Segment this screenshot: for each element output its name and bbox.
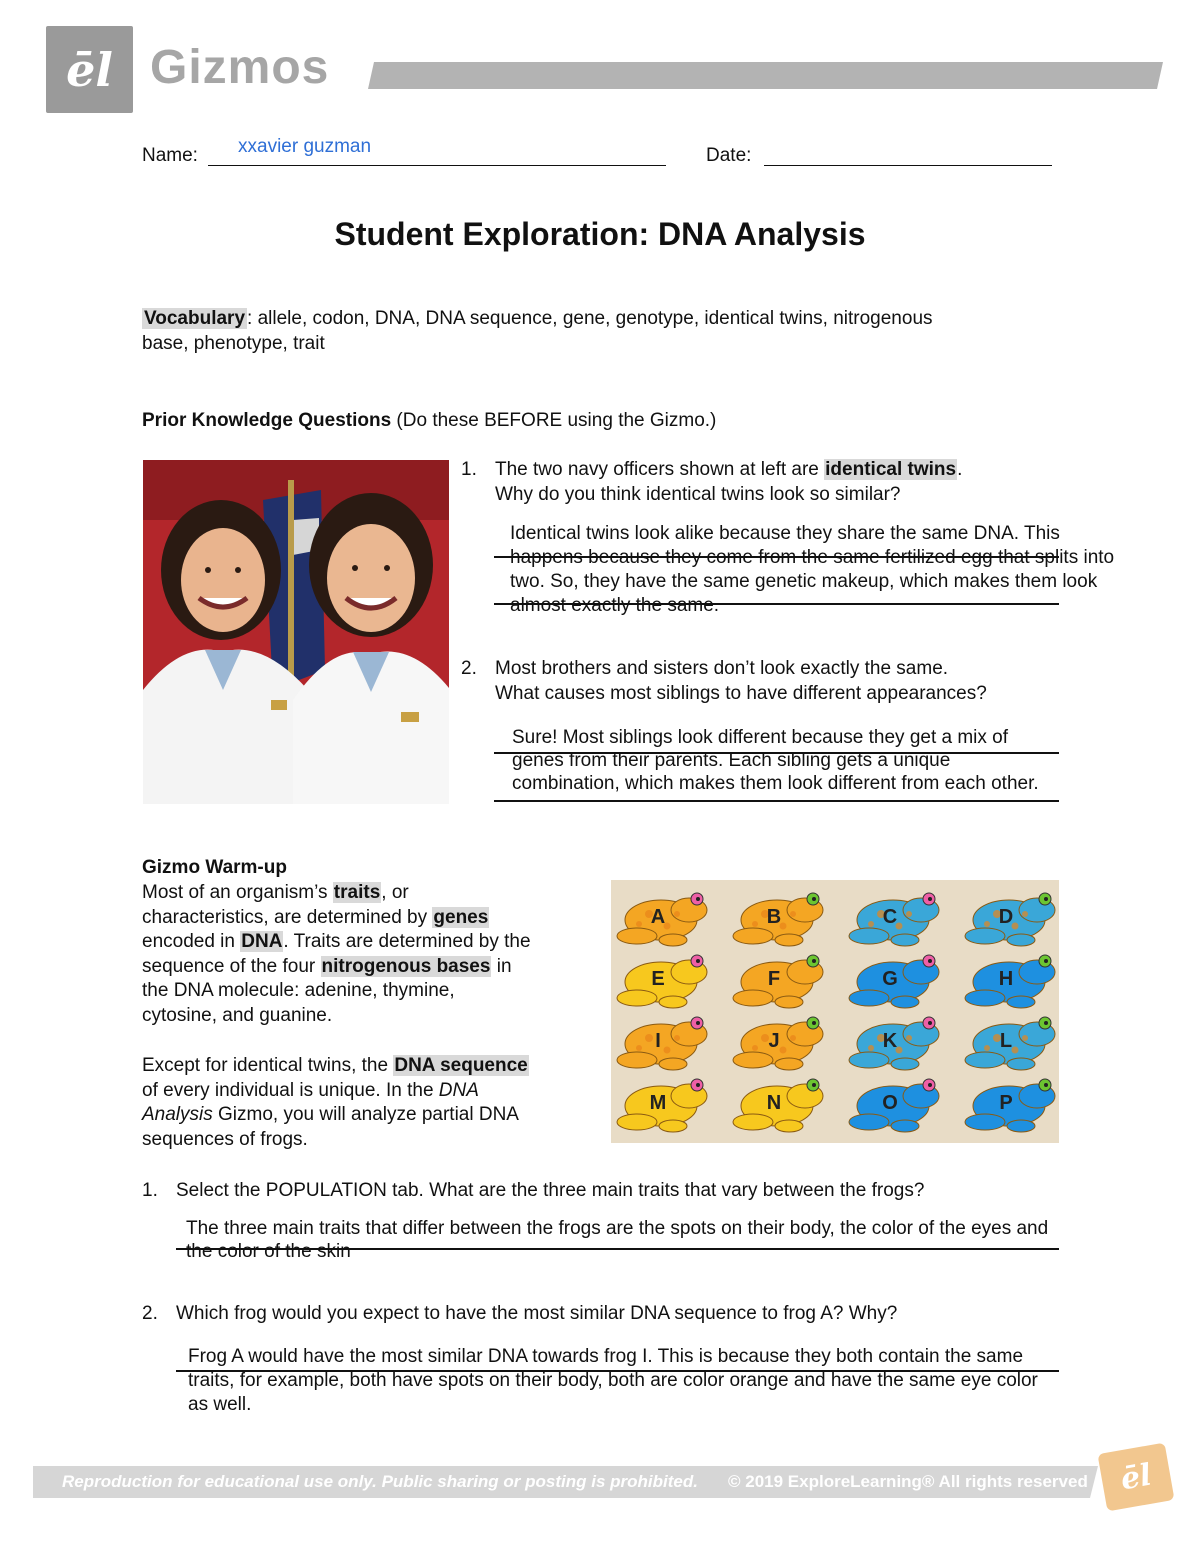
footer-copyright: © 2019 ExploreLearning® All rights reserved — [728, 1472, 1088, 1491]
logo-mark: ēl — [66, 42, 113, 97]
frog-p — [963, 1074, 1063, 1134]
paragraph-text: cytosine, and guanine. — [142, 1004, 333, 1026]
warmup-q2-number: 2. — [142, 1303, 158, 1324]
frog-j — [731, 1012, 831, 1072]
name-label: Name: — [142, 145, 198, 166]
footer-disclaimer: Reproduction for educational use only. Public sharing or posting is prohibited. — [62, 1472, 698, 1491]
page-title: Student Exploration: DNA Analysis — [334, 216, 866, 252]
prior-q2-answer-1: Sure! Most siblings look different because they get a mix of — [512, 727, 1009, 748]
prior-q1-line-1: The two navy officers shown at left are identical twins. — [495, 459, 963, 480]
prior-q2-line-2: What causes most siblings to have different appearances? — [495, 683, 987, 704]
frog-f — [731, 950, 831, 1010]
frog-e — [615, 950, 715, 1010]
prior-q1-answer-3: two. So, they have the same genetic makeup, which makes them look — [510, 571, 1098, 592]
paragraph-text: Except for identical twins, the — [142, 1055, 394, 1076]
gizmo-name: DNA — [438, 1079, 479, 1101]
warmup-paragraph-1 — [142, 881, 602, 1028]
name-field[interactable]: xxavier guzman — [238, 136, 372, 157]
prior-q1-line-2: Why do you think identical twins look so similar? — [495, 484, 901, 505]
paragraph-text: of every individual is unique. In the — [142, 1079, 439, 1101]
paragraph-text: characteristics, are determined by — [142, 906, 433, 928]
date-field[interactable] — [764, 165, 1052, 166]
gizmo-name: Analysis — [142, 1104, 213, 1125]
frog-m — [615, 1074, 715, 1134]
vocabulary-line-1: Vocabulary : allele, codon, DNA, DNA sequence, gene, genotype, identical twins, nitrogenous — [144, 308, 933, 329]
frog-letter: O — [882, 1092, 898, 1114]
footer-logo-mark: ēl — [1117, 1457, 1155, 1497]
frog-letter: F — [767, 968, 781, 990]
frog-letter: L — [999, 1030, 1013, 1052]
frog-c — [847, 888, 947, 948]
answer-line — [494, 752, 1059, 754]
frog-g — [847, 950, 947, 1010]
prior-q2-answer-3: combination, which makes them look different from each other. — [512, 773, 1039, 794]
frog-letter: E — [651, 968, 665, 990]
frog-letter: C — [882, 906, 898, 928]
vocab-term: genes — [433, 906, 489, 928]
frog-letter: P — [999, 1092, 1013, 1114]
warmup-q1-answer-2: the color of the skin — [186, 1241, 351, 1262]
frog-letter: D — [998, 906, 1014, 928]
answer-line — [494, 556, 1059, 558]
prior-q1-answer-4: almost exactly the same. — [510, 595, 720, 616]
frog-letter: M — [649, 1092, 667, 1114]
paragraph-text: Most of an organism’s — [142, 882, 333, 903]
frog-population-panel — [611, 880, 1059, 1143]
prior-q1-answer-1: Identical twins look alike because they share the same DNA. This — [510, 523, 1060, 544]
frog-letter: G — [882, 968, 898, 990]
warmup-q2-answer-3: as well. — [188, 1394, 252, 1415]
vocab-term: DNA sequence — [394, 1055, 528, 1076]
frog-n — [731, 1074, 831, 1134]
prior-q2-answer-2: genes from their parents. Each sibling gets a unique — [512, 750, 951, 771]
answer-line — [494, 603, 1059, 605]
paragraph-text: sequences of frogs. — [142, 1128, 308, 1150]
prior-q1-answer-2: happens because they come from the same fertilized egg that splits into — [510, 547, 1115, 568]
warmup-q2-answer-2: traits, for example, both have spots on their body, both are color orange and have the same eye color — [188, 1370, 1038, 1391]
vocab-term: nitrogenous bases — [321, 955, 491, 977]
paragraph-text: Gizmo, you will analyze partial DNA — [212, 1104, 519, 1125]
frog-l — [963, 1012, 1063, 1072]
warmup-q2-text: Which frog would you expect to have the most similar DNA sequence to frog A? Why? — [176, 1303, 898, 1324]
frog-b — [731, 888, 831, 948]
frog-d — [963, 888, 1063, 948]
frog-k — [847, 1012, 947, 1072]
twins-photo — [143, 460, 449, 804]
prior-q1-number: 1. — [461, 459, 477, 480]
date-label: Date: — [706, 145, 752, 166]
vocabulary-line-2: base, phenotype, trait — [142, 333, 325, 354]
paragraph-text: in — [491, 955, 512, 977]
vocab-term: traits — [333, 882, 381, 903]
vocab-term: DNA — [241, 931, 283, 952]
warmup-q1-text: Select the POPULATION tab. What are the three main traits that vary between the frogs? — [176, 1180, 925, 1201]
frog-letter: K — [882, 1030, 898, 1052]
prior-knowledge-heading: Prior Knowledge Questions (Do these BEFORE using the Gizmo.) — [142, 410, 717, 431]
frog-letter: B — [766, 906, 782, 928]
explorelearning-logo — [1097, 1443, 1174, 1512]
frog-letter: I — [655, 1030, 661, 1052]
frog-h — [963, 950, 1063, 1010]
warmup-q1-answer-1: The three main traits that differ between the frogs are the spots on their body, the color of the eyes and — [186, 1218, 1049, 1239]
frog-a — [615, 888, 715, 948]
paragraph-text: sequence of the four — [142, 955, 321, 977]
prior-q2-number: 2. — [461, 658, 477, 679]
answer-line — [176, 1370, 1059, 1372]
brand-name: Gizmos — [150, 41, 330, 94]
warmup-heading: Gizmo Warm-up — [142, 857, 287, 878]
gizmos-logo — [46, 26, 133, 113]
identical-twins-term: identical twins — [825, 459, 957, 480]
frog-o — [847, 1074, 947, 1134]
header-bar — [368, 62, 1163, 89]
name-underline — [208, 165, 666, 166]
answer-line — [494, 800, 1059, 802]
prior-q2-line-1: Most brothers and sisters don’t look exactly the same. — [495, 658, 949, 679]
paragraph-text: encoded in — [142, 931, 241, 952]
frog-letter: A — [650, 906, 666, 928]
vocabulary-label: Vocabulary — [144, 308, 246, 329]
frog-letter: H — [998, 968, 1014, 990]
warmup-q2-answer-1: Frog A would have the most similar DNA towards frog I. This is because they both contain the same — [188, 1346, 1024, 1367]
warmup-q1-number: 1. — [142, 1180, 158, 1201]
paragraph-text: , or — [381, 882, 409, 903]
frog-i — [615, 1012, 715, 1072]
paragraph-text: the DNA molecule: adenine, thymine, — [142, 980, 455, 1001]
warmup-paragraph-2 — [142, 1054, 602, 1152]
frog-letter: J — [768, 1030, 780, 1052]
paragraph-text: . Traits are determined by the — [283, 931, 531, 952]
answer-line — [176, 1248, 1059, 1250]
frog-letter: N — [766, 1092, 782, 1114]
